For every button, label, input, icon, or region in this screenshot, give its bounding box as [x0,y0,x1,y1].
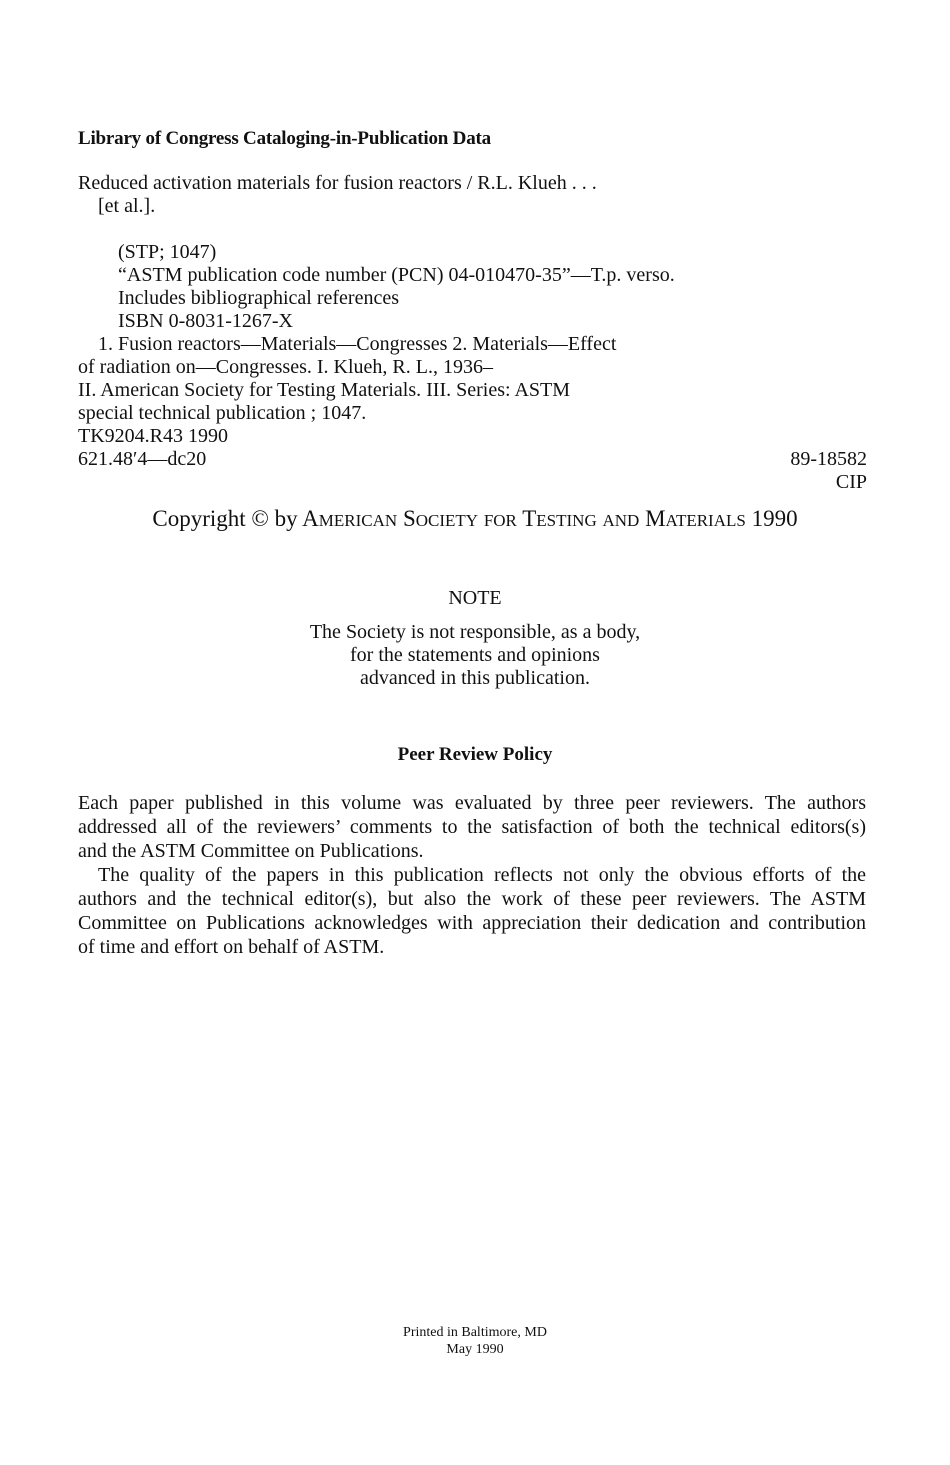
peer-review-paragraph-line: Each paper published in this volume was evaluated by three peer reviewers. The authors [78,792,866,814]
copyright-word-cap: M [645,506,666,531]
cip-lccn: 89-18582 [790,448,867,470]
copyright-word-rest: AND [602,511,640,530]
copyright-word-rest: MERICAN [318,511,398,530]
cip-subjects-line: special technical publication ; 1047. [78,402,367,424]
cip-bibliography-line: Includes bibliographical references [118,287,399,309]
cip-series-line: (STP; 1047) [118,241,217,263]
copyright-word-rest: ATERIALS [665,511,746,530]
copyright-prefix: Copyright © by [152,506,298,531]
cip-label: CIP [835,471,867,493]
note-line: advanced in this publication. [360,667,590,689]
peer-review-paragraph-line: Committee on Publications acknowledges with appreciation their dedication and contribution [78,912,866,934]
cip-pcn-line: “ASTM publication code number (PCN) 04-010470-35”—T.p. verso. [118,264,675,286]
peer-review-paragraph-line: The quality of the papers in this publication reflects not only the obvious efforts of the [98,864,866,886]
peer-review-paragraph-line: of time and effort on behalf of ASTM. [78,936,385,958]
peer-review-paragraph-line: authors and the technical editor(s), but also the work of these peer reviewers. The ASTM [78,888,866,910]
cip-title-line: Reduced activation materials for fusion reactors / R.L. Klueh . . . [78,172,597,194]
copyright-word-rest: FOR [483,511,517,530]
cip-authors-line: [et al.]. [98,195,156,217]
copyright-year: 1990 [751,506,798,531]
cip-heading: Library of Congress Cataloging-in-Publication Data [78,128,491,149]
cip-classification: 621.48′4—dc20 [78,448,207,470]
imprint-location: Printed in Baltimore, MD [403,1325,547,1340]
peer-review-paragraph-line: addressed all of the reviewers’ comments to the satisfaction of both the technical editors(s) [78,816,866,838]
peer-review-paragraph-line: and the ASTM Committee on Publications. [78,840,424,862]
copyright-word-cap: A [302,506,319,531]
copyright-word-cap: T [522,506,537,531]
cip-isbn-line: ISBN 0-8031-1267-X [118,310,293,332]
cip-subjects-line: of radiation on—Congresses. I. Klueh, R. L., 1936– [78,356,493,378]
note-title: NOTE [448,587,502,609]
peer-review-heading: Peer Review Policy [397,744,553,765]
copyright-word-rest: ESTING [536,511,597,530]
copyright-word-rest: OCIETY [415,511,479,530]
copyright-word-cap: S [402,506,416,531]
imprint-date: May 1990 [446,1342,504,1357]
note-line: for the statements and opinions [350,644,600,666]
cip-subjects-line: II. American Society for Testing Materials. III. Series: ASTM [78,379,571,401]
cip-call-number: TK9204.R43 1990 [78,425,228,447]
cip-subjects-line: 1. Fusion reactors—Materials—Congresses 2. Materials—Effect [98,333,617,355]
note-line: The Society is not responsible, as a body, [309,621,641,643]
copyright-line [0,506,950,532]
